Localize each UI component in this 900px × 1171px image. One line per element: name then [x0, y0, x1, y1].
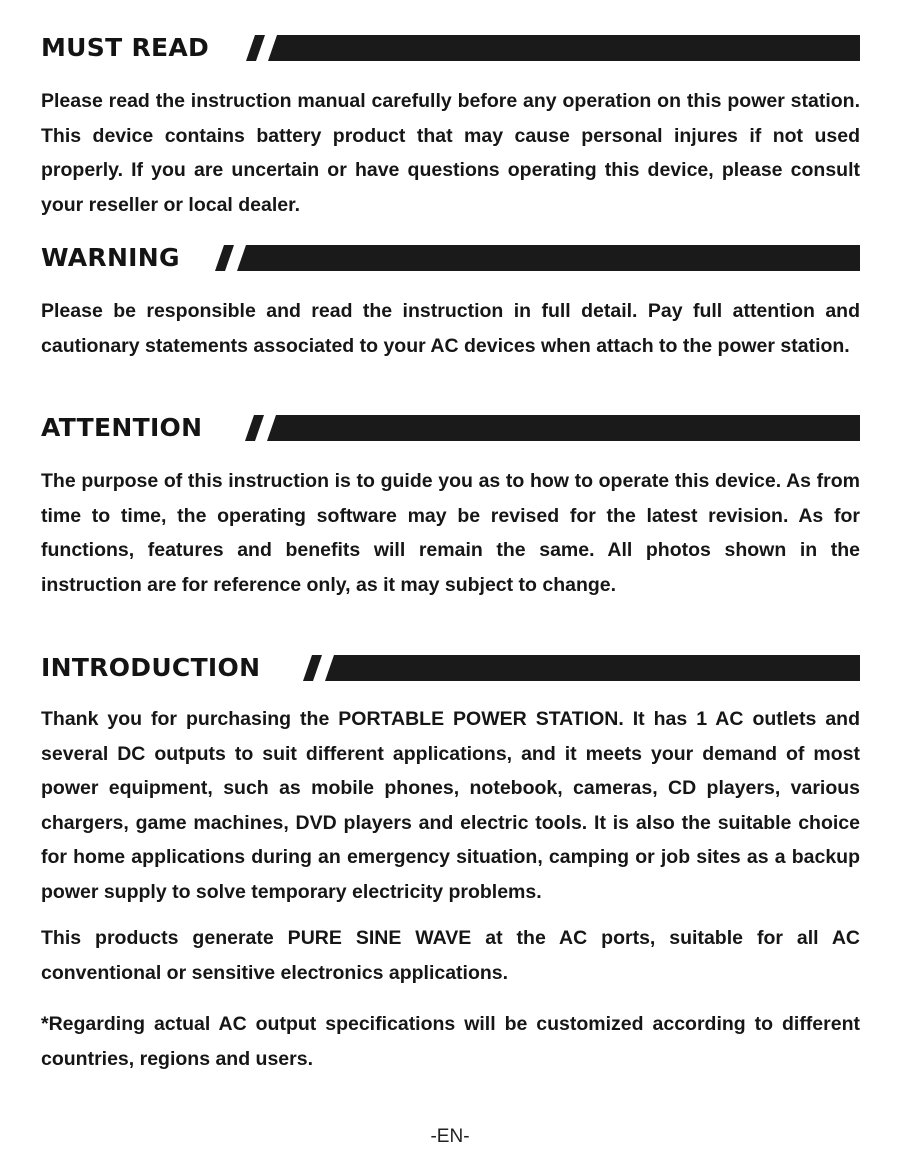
section-heading: MUST READ [41, 33, 210, 62]
section-heading-row [41, 34, 860, 62]
section-body [41, 294, 860, 363]
heading-decorative-bar [215, 245, 860, 271]
section-paragraph: *Regarding actual AC output specifications will be customized according to different countries, regions and users. [41, 1013, 860, 1070]
section-heading-row [41, 244, 860, 272]
section-body [41, 84, 860, 222]
section-paragraph: The purpose of this instruction is to guide you as to how to operate this device. As from time to time, the operating software may be revised for the latest revision. As for functions, features and benefits will remain the same. All photos shown in the instruction are for reference only, as it may subject to change. [41, 470, 860, 596]
section-body [41, 702, 860, 1076]
section-warning [41, 244, 860, 363]
section-paragraph: Thank you for purchasing the PORTABLE POWER STATION. It has 1 AC outlets and several DC outputs to suit different applications, and it meets your demand of most power equipment, such as mobile phones, notebook, cameras, CD players, various chargers, game machines, DVD players and electric tools. It is also the suitable choice for home applications during an emergency situation, camping or job sites as a backup power supply to solve temporary electricity problems. [41, 708, 860, 903]
section-introduction [41, 654, 860, 1076]
page-number: -EN- [430, 1126, 470, 1147]
section-body [41, 464, 860, 602]
section-heading: ATTENTION [41, 413, 203, 442]
section-heading: WARNING [41, 243, 180, 272]
heading-decorative-bar [245, 415, 860, 441]
section-paragraph: Please be responsible and read the instruction in full detail. Pay full attention and cautionary statements associated to your AC devices when attach to the power station. [41, 300, 860, 357]
heading-decorative-bar [303, 655, 860, 681]
heading-decorative-bar [246, 35, 860, 61]
section-paragraph: This products generate PURE SINE WAVE at the AC ports, suitable for all AC conventional or sensitive electronics applications. [41, 927, 860, 984]
section-paragraph: Please read the instruction manual carefully before any operation on this power station. This device contains battery product that may cause personal injures if not used properly. If you are uncertain or have questions operating this device, please consult your reseller or local dealer. [41, 90, 860, 216]
section-heading: INTRODUCTION [41, 653, 261, 682]
section-must-read [41, 34, 860, 222]
section-attention [41, 414, 860, 602]
section-heading-row [41, 414, 860, 442]
section-heading-row [41, 654, 860, 682]
